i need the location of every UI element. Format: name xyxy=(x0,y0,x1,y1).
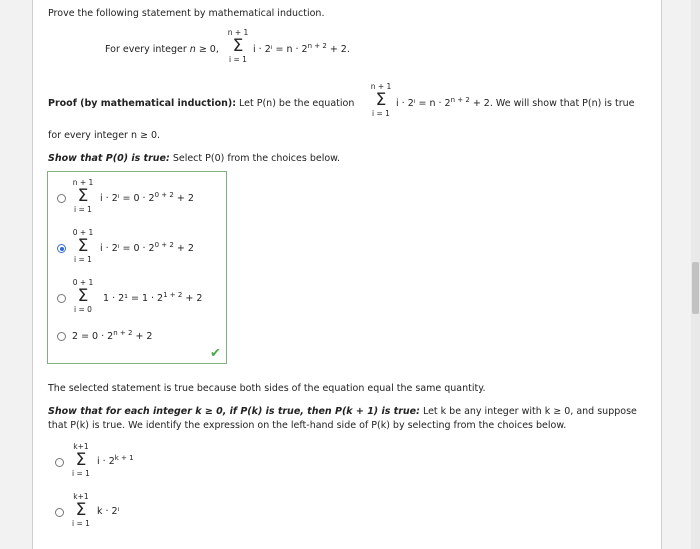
statement-equation: $i \cdot 2^i = n \cdot 2^{n + 2} + 2$. xyxy=(253,42,350,55)
choice-text-3[interactable]: $2 = 0 \cdot 2^{n + 2} + 2$ xyxy=(72,329,153,342)
inductive-choice-text-1[interactable]: k · 2ⁱ xyxy=(97,506,120,517)
choice-radio-1[interactable] xyxy=(57,244,66,253)
scrollbar-thumb[interactable] xyxy=(692,262,699,314)
problem-instruction: Prove the following statement by mathematical induction. xyxy=(48,8,325,19)
choice-text-1[interactable]: $i \cdot 2^i = 0 \cdot 2^{0 + 2} + 2$ xyxy=(100,241,194,254)
choice-sigma-0: n + 1 Σ i = 1 xyxy=(72,178,94,214)
checkmark-icon: ✔ xyxy=(210,346,221,361)
choice-radio-2[interactable] xyxy=(57,294,66,303)
choice-text-0[interactable]: $i \cdot 2^i = 0 \cdot 2^{0 + 2} + 2$ xyxy=(100,191,194,204)
base-case-choices xyxy=(47,171,227,364)
proof-sigma: n + 1 Σ i = 1 xyxy=(370,82,392,118)
proof-equation: $i \cdot 2^i = n \cdot 2^{n + 2} + 2$. We will show that P(n) is true xyxy=(396,96,635,109)
proof-line2: for every integer n ≥ 0. xyxy=(48,130,161,141)
inductive-heading: Show that for each integer k ≥ 0, if P(k) is true, then P(k + 1) is true: Let k be any integer with k ≥ 0, and suppose xyxy=(48,406,637,417)
choice-sigma-2: 0 + 1 Σ i = 0 xyxy=(72,278,94,314)
proof-intro: Proof (by mathematical induction): Let P(n) be the equation xyxy=(48,98,355,109)
choice-sigma-1: 0 + 1 Σ i = 1 xyxy=(72,228,94,264)
inductive-sigma-0: k+1 Σ i = 1 xyxy=(72,442,90,478)
statement-sigma: n + 1 Σ i = 1 xyxy=(227,28,249,64)
base-case-explanation: The selected statement is true because both sides of the equation equal the same quantity. xyxy=(48,383,486,394)
inductive-text: that P(k) is true. We identify the expression on the left-hand side of P(k) by selecting from the choices below. xyxy=(48,420,567,431)
choice-text-2[interactable]: $1 \cdot 2^1 = 1 \cdot 2^{1 + 2} + 2$ xyxy=(103,291,203,304)
vertical-scrollbar[interactable] xyxy=(691,0,700,549)
inductive-choice-text-0[interactable]: $i \cdot 2^{k + 1}$ xyxy=(97,454,134,467)
choice-radio-0[interactable] xyxy=(57,194,66,203)
inductive-radio-0[interactable] xyxy=(55,458,64,467)
inductive-radio-1[interactable] xyxy=(55,508,64,517)
content-panel xyxy=(32,0,662,549)
choice-radio-3[interactable] xyxy=(57,332,66,341)
statement-prefix: For every integer n ≥ 0, xyxy=(105,44,219,55)
inductive-sigma-1: k+1 Σ i = 1 xyxy=(72,492,90,528)
base-case-heading: Show that P(0) is true: Select P(0) from the choices below. xyxy=(48,153,341,164)
